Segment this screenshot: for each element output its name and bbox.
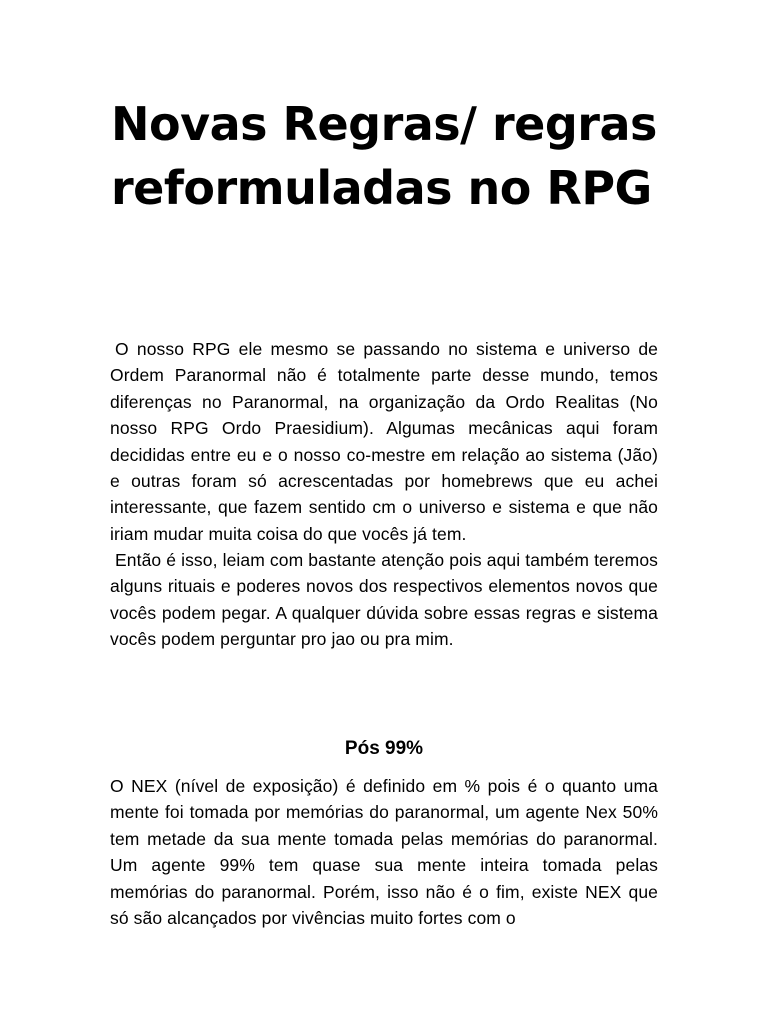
section-body-paragraph: O NEX (nível de exposição) é definido em % pois é o quanto uma mente foi tomada por memórias do paranormal, um agente Nex 50% tem metade da sua mente tomada pelas memórias do paranormal. Um agente 99% tem quase sua mente inteira tomada pelas memórias do paranormal. Porém, isso não é o fim, existe NEX que só são alcançados por vivências muito fortes com o (110, 776, 658, 929)
second-paragraph: Então é isso, leiam com bastante atenção pois aqui também teremos alguns rituais e poderes novos dos respectivos elementos novos que vocês podem pegar. A qualquer dúvida sobre essas regras e sistema vocês podem perguntar pro jao ou pra mim. (110, 550, 658, 650)
section-heading: Pós 99% (344, 738, 424, 759)
intro-paragraph: O nosso RPG ele mesmo se passando no sistema e universo de Ordem Paranormal não é totalmente parte desse mundo, temos diferenças no Paranormal, na organização da Ordo Realitas (No nosso RPG Ordo Praesidium). Algumas mecânicas aqui foram decididas entre eu e o nosso co-mestre em relação ao sistema (Jão) e outras foram só acrescentadas por homebrews que eu achei interessante, que fazem sentido cm o universo e sistema e que não iriam mudar muita coisa do que vocês já tem. (110, 339, 658, 544)
document-title: Novas Regras/ regras reformuladas no RPG (111, 97, 657, 215)
